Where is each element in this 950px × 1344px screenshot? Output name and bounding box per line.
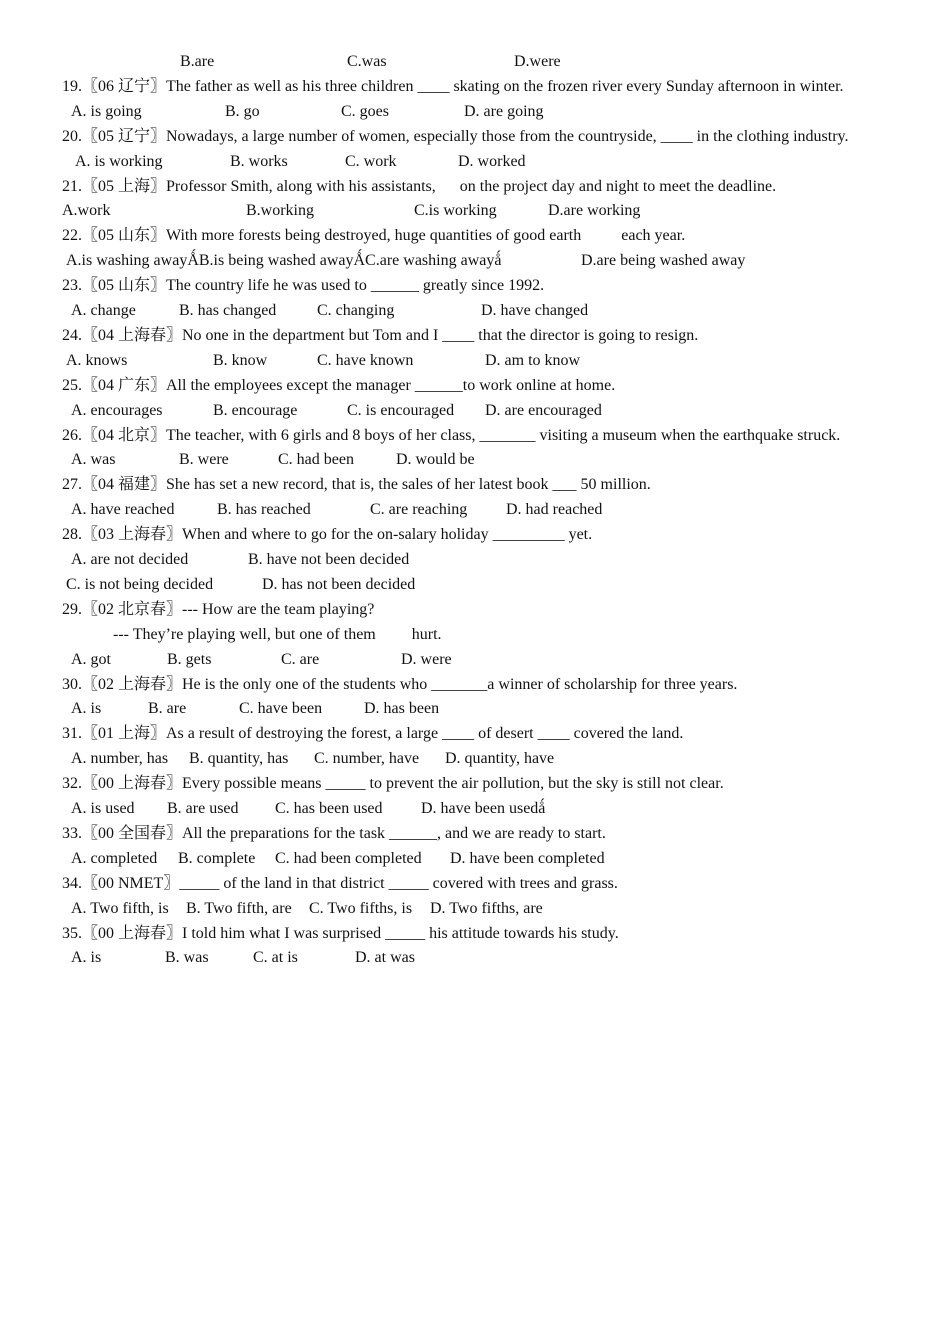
answer-option: A. is bbox=[71, 949, 102, 967]
question-text: 29.〖02 北京春〗--- How are the team playing? bbox=[62, 600, 375, 618]
answer-option: C. have been bbox=[239, 700, 323, 718]
answer-option: D. would be bbox=[396, 451, 475, 469]
answer-option: A.is washing awayǺB.is being washed awayǺC.are washing awayǻ bbox=[66, 252, 502, 270]
answer-option: A. was bbox=[71, 451, 116, 469]
answer-option: A. is going bbox=[71, 102, 142, 120]
question-text: 19.〖06 辽宁〗The father as well as his three children ____ skating on the frozen river every Sunday afternoon in winter. bbox=[62, 77, 844, 95]
answer-option: C. at is bbox=[253, 949, 298, 967]
answer-option: D. has been bbox=[364, 700, 440, 718]
answer-option: B. was bbox=[165, 949, 209, 967]
answer-option: B. are used bbox=[167, 800, 239, 817]
answer-option: D.are working bbox=[548, 202, 641, 220]
answer-option: D. at was bbox=[355, 949, 415, 967]
answer-option: B. quantity, has bbox=[189, 750, 289, 768]
question-text: 24.〖04 上海春〗No one in the department but Tom and I ____ that the director is going to resign. bbox=[62, 326, 699, 344]
answer-option: B. has reached bbox=[217, 501, 311, 519]
question-text: 20.〖05 辽宁〗Nowadays, a large number of women, especially those from the countryside, ____ in the clothing industry. bbox=[62, 127, 849, 145]
question-text: 21.〖05 上海〗Professor Smith, along with his assistants, on the project day and night to meet the deadline. bbox=[62, 177, 777, 195]
answer-option: C. changing bbox=[317, 302, 395, 319]
question-text: 26.〖04 北京〗The teacher, with 6 girls and 8 boys of her class, _______ visiting a museum when the earthquake struck. bbox=[62, 426, 841, 444]
answer-option: B. are bbox=[148, 700, 187, 718]
answer-option: A. got bbox=[71, 650, 111, 668]
answer-option: B. Two fifth, are bbox=[186, 899, 292, 917]
question-text: 23.〖05 山东〗The country life he was used to ______ greatly since 1992. bbox=[62, 277, 545, 295]
answer-option: D. am to know bbox=[485, 351, 581, 369]
question-text: 31.〖01 上海〗As a result of destroying the forest, a large ____ of desert ____ covered the land. bbox=[62, 725, 684, 743]
answer-option: D.are being washed away bbox=[581, 252, 746, 270]
answer-option: C.is working bbox=[414, 202, 497, 220]
question-text: 32.〖00 上海春〗Every possible means _____ to prevent the air pollution, but the sky is still not clear. bbox=[62, 775, 724, 793]
answer-option: D.were bbox=[514, 53, 561, 70]
answer-option: C. is not being decided bbox=[66, 575, 214, 593]
answer-option: B. go bbox=[225, 102, 260, 120]
answer-option: B. have not been decided bbox=[248, 551, 410, 568]
answer-option: B. know bbox=[213, 351, 268, 369]
answer-option: A. have reached bbox=[71, 501, 175, 519]
answer-option: D. had reached bbox=[506, 501, 603, 519]
answer-option: D. Two fifths, are bbox=[430, 899, 543, 917]
answer-option: B.are bbox=[180, 53, 215, 70]
answer-option: A. encourages bbox=[71, 401, 163, 419]
answer-option: A. change bbox=[71, 302, 136, 319]
answer-option: C.was bbox=[347, 53, 387, 70]
answer-option: B. gets bbox=[167, 650, 212, 668]
answer-option: B. works bbox=[230, 152, 288, 170]
answer-option: D. worked bbox=[458, 152, 526, 170]
answer-option: C. have known bbox=[317, 351, 414, 369]
answer-option: B.working bbox=[246, 202, 314, 220]
question-text: 25.〖04 广东〗All the employees except the manager ______to work online at home. bbox=[62, 376, 616, 394]
answer-option: D. are going bbox=[464, 102, 544, 120]
answer-option: D. have been usedǻ bbox=[421, 800, 546, 817]
question-text: 33.〖00 全国春〗All the preparations for the task ______, and we are ready to start. bbox=[62, 824, 606, 842]
answer-option: C. number, have bbox=[314, 750, 420, 768]
answer-option: B. were bbox=[179, 451, 229, 469]
answer-option: C. are reaching bbox=[370, 501, 468, 519]
question-text: 34.〖00 NMET〗_____ of the land in that district _____ covered with trees and grass. bbox=[62, 874, 618, 892]
answer-option: C. has been used bbox=[275, 800, 383, 817]
answer-option: A. number, has bbox=[71, 750, 169, 768]
answer-option: A. knows bbox=[66, 351, 128, 369]
question-text: 35.〖00 上海春〗I told him what I was surprised _____ his attitude towards his study. bbox=[62, 924, 619, 942]
answer-option: C. goes bbox=[341, 102, 389, 120]
answer-option: C. are bbox=[281, 650, 320, 668]
question-text: 30.〖02 上海春〗He is the only one of the students who _______a winner of scholarship for three years. bbox=[62, 675, 738, 693]
answer-option: C. had been completed bbox=[275, 849, 422, 867]
answer-option: D. were bbox=[401, 650, 452, 668]
answer-option: A. completed bbox=[71, 849, 158, 867]
answer-option: C. is encouraged bbox=[347, 401, 455, 419]
answer-option: C. Two fifths, is bbox=[309, 899, 413, 917]
answer-option: A. is used bbox=[71, 800, 135, 817]
answer-option: D. has not been decided bbox=[262, 575, 416, 593]
answer-option: B. encourage bbox=[213, 401, 298, 419]
answer-option: D. are encouraged bbox=[485, 401, 602, 419]
question-text: 28.〖03 上海春〗When and where to go for the on-salary holiday _________ yet. bbox=[62, 526, 593, 544]
question-text: 27.〖04 福建〗She has set a new record, that is, the sales of her latest book ___ 50 million. bbox=[62, 476, 651, 494]
answer-option: A.work bbox=[62, 202, 111, 220]
answer-option: C. work bbox=[345, 152, 397, 170]
answer-option: A. is bbox=[71, 700, 102, 718]
answer-option: A. is working bbox=[75, 152, 163, 170]
answer-option: D. quantity, have bbox=[445, 750, 555, 768]
answer-option: A. Two fifth, is bbox=[71, 899, 169, 917]
answer-option: D. have been completed bbox=[450, 849, 605, 867]
answer-option: C. had been bbox=[278, 451, 354, 469]
answer-option: B. has changed bbox=[179, 302, 277, 319]
question-text: 22.〖05 山东〗With more forests being destroyed, huge quantities of good earth each year. bbox=[62, 227, 686, 245]
answer-option: A. are not decided bbox=[71, 551, 189, 568]
answer-option: B. complete bbox=[178, 849, 256, 867]
question-text: --- They’re playing well, but one of them hurt. bbox=[113, 625, 442, 643]
answer-option: D. have changed bbox=[481, 302, 589, 319]
